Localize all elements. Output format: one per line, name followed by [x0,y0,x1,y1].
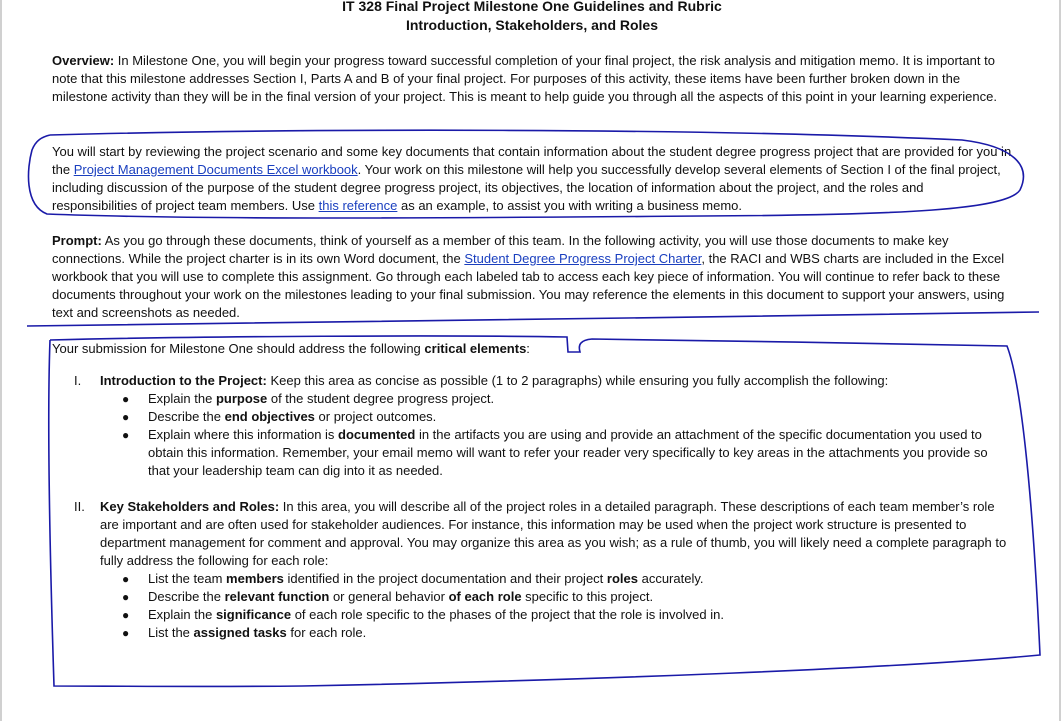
item-text: Explain where this information is [148,427,339,442]
bullet-icon: ● [122,626,130,640]
submission-text: Your submission for Milestone One should address the following [52,341,425,356]
submission-end: : [526,341,530,356]
item-text: of the student degree progress project. [267,391,495,406]
item-bold: purpose [215,391,268,406]
section-text [100,498,1012,570]
workbook-link[interactable]: Project Management Documents Excel workbook [73,162,358,177]
start-text-3: as an example, to assist you with writing a business memo. [397,198,743,213]
critical-elements-label: critical elements [424,341,527,356]
bullet-icon: ● [122,608,130,622]
item-text: Explain the [148,607,216,622]
section-number: I. [74,373,82,388]
document-body [52,0,1012,640]
start-text-1: You will start by reviewing the project scenario and some key documents that contain information about the student degree progress project that are provided for you in the [52,144,1012,177]
bullet-icon: ● [122,590,130,604]
prompt-text-2: , the RACI and WBS charts are included in the Excel workbook that you will use to complete this assignment. Go through each labeled tab to access each key piece of information. You will continue to refer back to these documents throughout your work on the milestones leading to your final submission. You may reference the elements in this document to support your answers, using text and screenshots as needed. [52,251,1005,320]
item-bold: roles [606,571,638,586]
page-subtitle: Introduction, Stakeholders, and Roles [405,17,659,33]
section-1-bullets [52,390,1012,480]
list-item [122,588,1012,606]
list-item [122,606,1012,624]
item-text: List the [148,625,194,640]
item-text: List the team [148,571,227,586]
section-2-bullets [52,570,1012,642]
submission-paragraph [52,340,1012,358]
item-bold: of each role [448,589,522,604]
prompt-paragraph [52,232,1014,322]
list-item [122,570,1012,588]
list-item [122,408,1012,426]
item-bold: members [226,571,284,586]
section-text [100,372,1012,390]
bullet-icon: ● [122,410,130,424]
item-text: Describe the [148,589,225,604]
item-text: of each role specific to the phases of the project that the role is involved in. [291,607,724,622]
list-item [122,390,1012,408]
section-label: Key Stakeholders and Roles: [100,499,280,514]
item-bold: documented [338,427,416,442]
item-text: in the artifacts you are using and provide an attachment of the specific documentation you used to obtain this information. Remember, your email memo will want to refer your reader very specifically to key areas in the attachments you provide so that your leadership team can dig into it as needed. [148,427,988,478]
start-paragraph [52,143,1012,215]
item-bold: end objectives [224,409,315,424]
item-text: Explain the [148,391,216,406]
section-description: In this area, you will describe all of the project roles in a detailed paragraph. These descriptions of each team member’s role are important and are often used for stakeholder audiences. For instance, this information may be used when the project work structure is presented to department management for comment and approval. You may organize this area as you wish; as a rule of thumb, you will likely need a complete paragraph to fully address the following for each role: [100,499,1007,568]
item-bold: relevant function [224,589,330,604]
item-text: for each role. [286,625,367,640]
list-item [122,426,1012,480]
item-text: specific to this project. [521,589,654,604]
bullet-icon: ● [122,392,130,406]
item-text: or general behavior [329,589,449,604]
item-text: identified in the project documentation and their project [283,571,607,586]
start-text-2: . Your work on this milestone will help you successfully develop several elements of Section I of the final project, including discussion of the purpose of the student degree progress project, its objectives, the location of information about the project, and the roles and responsibilities of project team members. Use [52,162,1001,213]
overview-label: Overview: [52,53,115,68]
list-item [122,624,1012,642]
prompt-text-1: As you go through these documents, think of yourself as a member of this team. In the following activity, you will use those documents to make key connections. While the project charter is in its own Word document, the [52,233,949,266]
bullet-icon: ● [122,572,130,586]
item-bold: significance [215,607,292,622]
charter-link[interactable]: Student Degree Progress Project Charter [464,251,702,266]
overview-paragraph [52,52,1012,106]
section-label: Introduction to the Project: [100,373,267,388]
page-title: IT 328 Final Project Milestone One Guidelines and Rubric [342,0,722,14]
item-bold: assigned tasks [193,625,287,640]
section-introduction [52,372,1012,480]
section-description: Keep this area as concise as possible (1 to 2 paragraphs) while ensuring you fully accomplish the following: [266,373,889,388]
section-stakeholders [52,498,1012,642]
section-number: II. [74,499,85,514]
item-text: Describe the [148,409,225,424]
overview-text: In Milestone One, you will begin your progress toward successful completion of your final project, the risk analysis and mitigation memo. It is important to note that this milestone addresses Section I, Parts A and B of your final project. For purposes of this activity, these items have been further broken down in the milestone activity than they will be in the final version of your project. This is meant to help guide you through all the aspects of this point in your learning experience. [52,53,997,104]
bullet-icon: ● [122,428,130,442]
item-text: or project outcomes. [314,409,437,424]
prompt-label: Prompt: [52,233,102,248]
reference-link[interactable]: this reference [318,198,398,213]
item-text: accurately. [637,571,704,586]
